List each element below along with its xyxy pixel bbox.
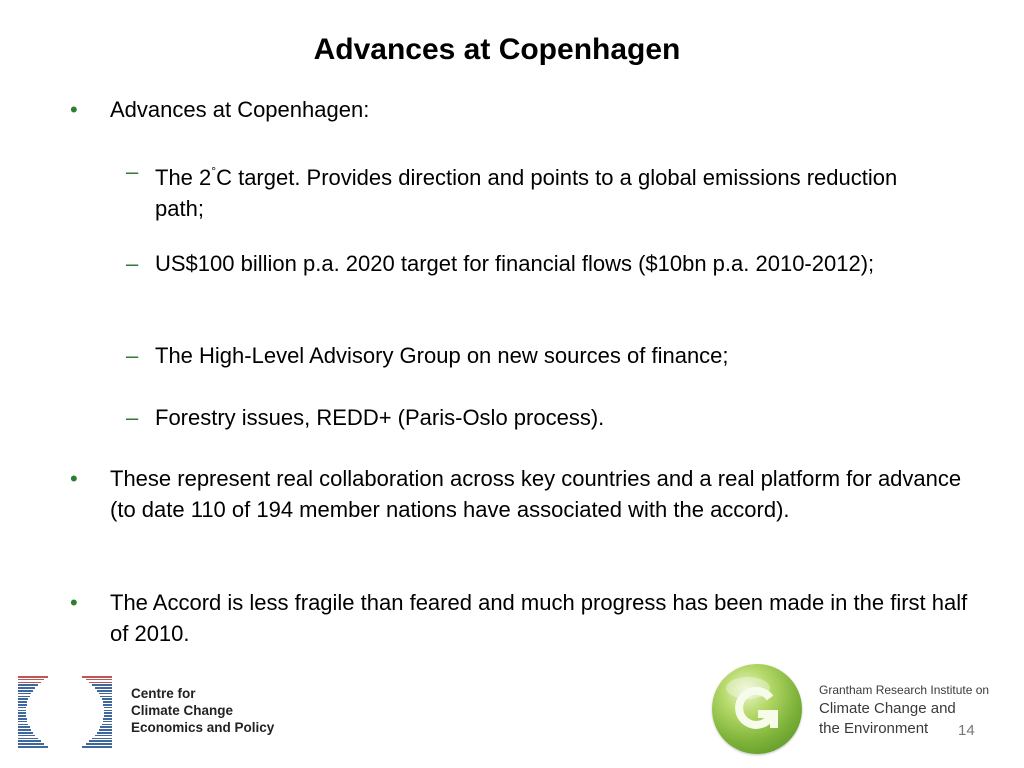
logo-stripe bbox=[97, 690, 112, 692]
logo-stripe bbox=[18, 732, 33, 734]
logo-stripe bbox=[103, 721, 112, 723]
logo-stripe bbox=[18, 704, 27, 706]
logo-stripe bbox=[18, 743, 44, 745]
sub-bullet-text: US$100 billion p.a. 2020 target for financial flows ($10bn p.a. 2010-2012); bbox=[155, 251, 875, 276]
logo-stripe bbox=[95, 735, 112, 737]
logo-stripe bbox=[18, 726, 30, 728]
grantham-globe-icon bbox=[712, 664, 802, 754]
logo-stripe bbox=[18, 724, 28, 726]
logo-stripe bbox=[100, 696, 112, 698]
logo-stripe bbox=[99, 693, 112, 695]
bracket-right-icon bbox=[80, 674, 112, 750]
bullet-text: These represent real collaboration across key countries and a real platform for advance (to date 110 of 194 member nations have associated with the accord). bbox=[110, 466, 962, 522]
logo-stripe bbox=[18, 676, 48, 678]
logo-stripe bbox=[18, 715, 26, 717]
logo-stripe bbox=[89, 682, 112, 684]
logo-stripe bbox=[18, 693, 31, 695]
logo-stripe bbox=[89, 740, 112, 742]
logo-stripe bbox=[100, 726, 112, 728]
sub-bullet-text: Forestry issues, REDD+ (Paris-Oslo process). bbox=[155, 405, 605, 430]
logo-stripe bbox=[92, 684, 112, 686]
logo-stripe bbox=[18, 721, 27, 723]
grantham-logo bbox=[712, 664, 1012, 760]
bullet-marker: • bbox=[70, 97, 78, 122]
logo-stripe bbox=[82, 676, 112, 678]
bullet-marker: • bbox=[70, 466, 78, 491]
logo-stripe bbox=[18, 740, 41, 742]
cccep-logo-text: Centre for Climate Change Economics and Policy bbox=[131, 686, 275, 735]
logo-stripe bbox=[104, 712, 112, 714]
logo-stripe bbox=[103, 704, 112, 706]
logo-stripe bbox=[18, 735, 35, 737]
logo-stripe bbox=[18, 712, 26, 714]
grantham-name-lines: Climate Change and the Environment bbox=[819, 700, 956, 737]
logo-stripe bbox=[86, 743, 112, 745]
logo-stripe bbox=[18, 729, 31, 731]
slide-title: Advances at Copenhagen bbox=[313, 33, 681, 66]
logo-stripe bbox=[82, 746, 112, 748]
dash-marker: – bbox=[126, 343, 139, 368]
logo-stripe bbox=[18, 718, 27, 720]
logo-stripe bbox=[99, 729, 112, 731]
logo-stripe bbox=[95, 687, 112, 689]
logo-stripe bbox=[103, 701, 112, 703]
logo-stripe bbox=[103, 718, 112, 720]
logo-stripe bbox=[104, 707, 112, 709]
dash-marker: – bbox=[126, 251, 139, 276]
logo-stripe bbox=[18, 701, 27, 703]
dash-marker: – bbox=[126, 159, 139, 184]
sub-bullet-text: The 2°C target. Provides direction and points to a global emissions reduction path; bbox=[155, 164, 898, 221]
logo-stripe bbox=[18, 738, 38, 740]
sub-bullet-text: The High-Level Advisory Group on new sources of finance; bbox=[155, 343, 729, 368]
logo-stripe bbox=[18, 710, 26, 712]
dash-marker: – bbox=[126, 405, 139, 430]
bracket-left-icon bbox=[18, 674, 50, 750]
page-number: 14 bbox=[958, 722, 975, 739]
logo-stripe bbox=[18, 682, 41, 684]
cccep-logo bbox=[18, 674, 288, 750]
grantham-institute-line: Grantham Research Institute on bbox=[819, 683, 990, 697]
logo-stripe bbox=[104, 715, 112, 717]
logo-stripe bbox=[92, 738, 112, 740]
logo-stripe bbox=[18, 696, 30, 698]
logo-stripe bbox=[97, 732, 112, 734]
logo-stripe bbox=[18, 698, 28, 700]
logo-stripe bbox=[18, 707, 26, 709]
bullet-text: The Accord is less fragile than feared and much progress has been made in the first half of 2010. bbox=[110, 590, 968, 646]
logo-stripe bbox=[102, 724, 112, 726]
logo-stripe bbox=[86, 679, 112, 681]
logo-stripe bbox=[18, 687, 35, 689]
logo-stripe bbox=[18, 684, 38, 686]
logo-stripe bbox=[18, 679, 44, 681]
logo-stripe bbox=[102, 698, 112, 700]
bullet-text: Advances at Copenhagen: bbox=[110, 97, 370, 122]
logo-stripe bbox=[104, 710, 112, 712]
bullet-marker: • bbox=[70, 590, 78, 615]
logo-stripe bbox=[18, 746, 48, 748]
logo-stripe bbox=[18, 690, 33, 692]
